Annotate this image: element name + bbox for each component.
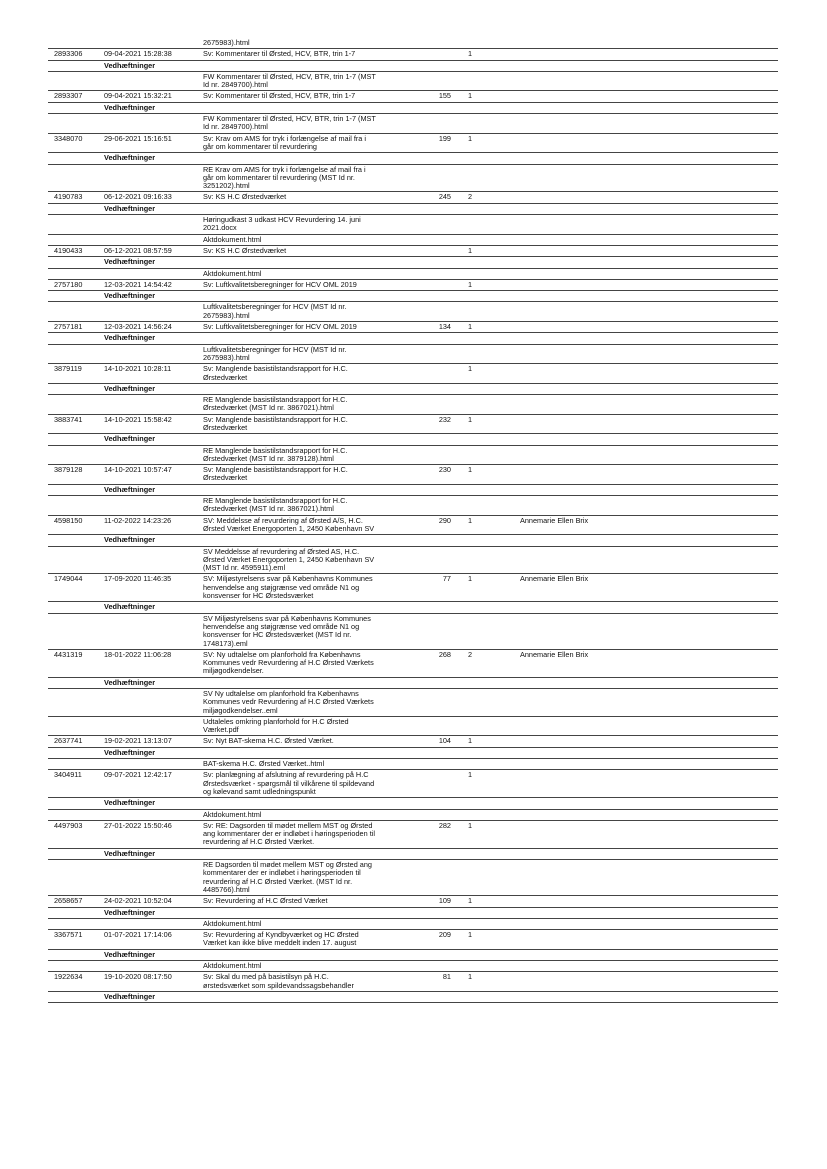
document-id: 3404911: [54, 770, 82, 780]
document-subject-line: ang kommentarer der er indløbet i høringsperioden til: [203, 829, 375, 839]
attachments-label: Vedhæftninger: [104, 798, 156, 808]
document-subject-line: Sv: Manglende basistilstandsrapport for H.C.: [203, 465, 348, 475]
attachments-label: Vedhæftninger: [104, 484, 156, 494]
document-number: 245: [438, 192, 451, 202]
document-id: 2658657: [54, 896, 83, 906]
document-subject: [203, 92, 435, 100]
document-date: 29-06-2021 15:16:51: [104, 133, 172, 143]
document-subject-line: Sv: Luftkvalitetsberegninger for HCV OML 2019: [203, 322, 357, 332]
attachments-label: Vedhæftninger: [104, 677, 156, 687]
attachment-filename-line: Ørstedværket (MST Id nr. 3867021).html: [203, 504, 334, 514]
document-subject: [203, 466, 435, 483]
attachment-count: 1: [468, 515, 473, 525]
attachment-filename-line: Aktdokument.html: [203, 809, 262, 819]
attachment-row: [48, 395, 778, 415]
document-subject-line: Sv: Luftkvalitetsberegninger for HCV OML 2019: [203, 279, 357, 289]
document-number: 230: [438, 465, 451, 475]
document-subject: [203, 822, 435, 847]
attachments-label-row: [48, 485, 778, 496]
attachment-row: [48, 547, 778, 575]
document-person: Annemarie Ellen Brix: [520, 574, 589, 584]
attachment-row: [48, 717, 778, 737]
table-row: [48, 516, 778, 536]
document-id: 3367571: [54, 930, 83, 940]
document-date: 09-07-2021 12:42:17: [104, 770, 172, 780]
attachment-row: [48, 759, 778, 770]
attachments-label-row: [48, 908, 778, 919]
document-subject-line: Kommunes vedr Revurdering af H.C Ørsted Værkets: [203, 658, 374, 668]
document-subject-line: Sv: Manglende basistilstandsrapport for H.C.: [203, 414, 348, 424]
document-subject-line: Sv: Krav om AMS for tryk i forlængelse af mail fra i: [203, 133, 367, 143]
attachment-row: [48, 215, 778, 235]
document-subject-line: Sv: Revurdering af Kyndbyværket og HC Ørsted: [203, 930, 359, 940]
attachment-filename-line: Værket.pdf: [203, 725, 239, 735]
attachments-label: Vedhæftninger: [104, 602, 156, 612]
table-row: [48, 364, 778, 384]
attachment-filename: [203, 346, 435, 363]
table-row: [48, 465, 778, 485]
attachment-count: 1: [468, 896, 473, 906]
document-subject-line: Sv: planlægning af afslutning af revurdering på H.C: [203, 770, 369, 780]
attachment-filename: [203, 447, 435, 464]
document-number: 77: [442, 574, 451, 584]
document-number: 104: [438, 736, 451, 746]
attachment-filename-line: kommentarer der er indløbet i høringsperioden til: [203, 868, 361, 878]
attachment-filename-line: Aktdokument.html: [203, 961, 262, 971]
attachment-filename-line: (MST Id nr. 4595911).eml: [203, 563, 286, 573]
attachment-filename-line: FW Kommentarer til Ørsted, HCV, BTR, trin 1-7 (MST: [203, 71, 376, 81]
document-subject: [203, 931, 435, 948]
document-number: 268: [438, 649, 451, 659]
attachment-filename: [203, 166, 435, 191]
attachment-filename-line: RE Manglende basistilstandsrapport for H.C.: [203, 395, 348, 405]
attachments-label-row: [48, 291, 778, 302]
document-id: 4598150: [54, 515, 83, 525]
attachment-filename: [203, 39, 435, 47]
document-subject-line: Sv: Kommentarer til Ørsted, HCV, BTR, trin 1-7: [203, 49, 356, 59]
attachment-filename-line: Id nr. 2849700).html: [203, 80, 268, 90]
table-row: [48, 736, 778, 747]
attachments-label-row: [48, 798, 778, 809]
attachment-count: 1: [468, 322, 473, 332]
attachment-row: [48, 72, 778, 92]
document-number: 134: [438, 322, 451, 332]
document-number: 209: [438, 930, 451, 940]
document-date: 19-10-2020 08:17:50: [104, 972, 172, 982]
document-subject-line: Ørstedværket: [203, 422, 248, 432]
document-person: Annemarie Ellen Brix: [520, 649, 589, 659]
document-id: 4190433: [54, 245, 83, 255]
document-subject-line: Sv: Revurdering af H.C Ørsted Værket: [203, 896, 328, 906]
attachment-filename-line: konsvenser for HC Ørstedsværket (MST Id nr.: [203, 630, 352, 640]
document-subject-line: går om kommentarer til revurdering: [203, 141, 317, 151]
document-subject: [203, 973, 435, 990]
document-subject-line: Sv: KS H.C Ørstedværket: [203, 245, 287, 255]
attachment-row: [48, 689, 778, 717]
attachment-filename-line: Ørstedværket (MST Id nr. 3867021).html: [203, 403, 334, 413]
table-row: [48, 134, 778, 154]
attachment-filename: [203, 303, 435, 320]
document-subject: [203, 365, 435, 382]
attachments-label: Vedhæftninger: [104, 383, 156, 393]
attachment-filename-line: Ørsted Værket Energoporten 1, 2450 København SV: [203, 554, 375, 564]
document-id: 4497903: [54, 820, 83, 830]
table-row: [48, 280, 778, 291]
attachment-count: 1: [468, 972, 473, 982]
document-date: 19-02-2021 13:13:07: [104, 736, 172, 746]
document-subject: [203, 575, 435, 600]
attachment-row: [48, 810, 778, 821]
attachment-filename-line: 1748173).eml: [203, 638, 248, 648]
document-id: 3883741: [54, 414, 83, 424]
document-subject: [203, 897, 435, 905]
attachment-count: 1: [468, 574, 473, 584]
document-table: [48, 38, 778, 1003]
attachments-label-row: [48, 748, 778, 759]
attachment-count: 1: [468, 414, 473, 424]
document-date: 24-02-2021 10:52:04: [104, 896, 172, 906]
attachment-filename: [203, 236, 435, 244]
table-row: [48, 930, 778, 950]
attachments-label-row: [48, 602, 778, 613]
document-date: 18-01-2022 11:06:28: [104, 649, 172, 659]
document-subject-line: og kølevand samt udledningspunkt: [203, 786, 316, 796]
document-subject-line: Sv: Manglende basistilstandsrapport for H.C.: [203, 364, 348, 374]
attachment-filename-line: RE Dagsorden til mødet mellem MST og Ørsted ang: [203, 860, 372, 870]
attachments-label: Vedhæftninger: [104, 102, 156, 112]
document-date: 14-10-2021 10:57:47: [104, 465, 172, 475]
attachment-filename-line: RE Krav om AMS for tryk i forlængelse af mail fra i: [203, 164, 366, 174]
document-subject-line: Ørstedsværket - spørgsmål til vilkårene til spildevand: [203, 778, 375, 788]
attachment-count: 1: [468, 465, 473, 475]
attachment-filename-line: går om kommentarer til revurdering (MST Id nr.: [203, 172, 355, 182]
document-date: 12-03-2021 14:56:24: [104, 322, 172, 332]
attachment-row: [48, 614, 778, 650]
document-date: 06-12-2021 09:16:33: [104, 192, 172, 202]
attachment-row: [48, 919, 778, 930]
document-date: 11-02-2022 14:23:26: [104, 515, 172, 525]
attachment-filename-line: Ørstedværket (MST Id nr. 3879128).html: [203, 453, 334, 463]
table-row: [48, 972, 778, 992]
attachment-filename-line: Id nr. 2849700).html: [203, 122, 268, 132]
attachments-label: Vedhæftninger: [104, 434, 156, 444]
document-id: 3348070: [54, 133, 83, 143]
attachment-row: [48, 269, 778, 280]
document-subject: [203, 135, 435, 152]
attachments-label-row: [48, 535, 778, 546]
table-row: [48, 322, 778, 333]
attachment-row: [48, 961, 778, 972]
attachment-filename-line: Høringudkast 3 udkast HCV Revurdering 14. juni: [203, 215, 361, 225]
document-subject-line: SV: Meddelsse af revurdering af Ørsted A/S, H.C.: [203, 515, 363, 525]
attachment-count: 1: [468, 820, 473, 830]
document-number: 290: [438, 515, 451, 525]
attachment-count: 1: [468, 133, 473, 143]
attachment-filename: [203, 690, 435, 715]
attachment-count: 1: [468, 364, 473, 374]
document-date: 06-12-2021 08:57:59: [104, 245, 172, 255]
document-subject: [203, 416, 435, 433]
document-subject-line: Ørstedværket: [203, 473, 248, 483]
attachments-label: Vedhæftninger: [104, 535, 156, 545]
document-subject-line: Sv: KS H.C Ørstedværket: [203, 192, 287, 202]
attachment-filename-line: Kommunes vedr Revurdering af H.C Ørsted Værkets: [203, 697, 374, 707]
attachment-filename: [203, 216, 435, 233]
document-date: 14-10-2021 10:28:11: [104, 364, 172, 374]
attachments-label-row: [48, 333, 778, 344]
attachment-count: 1: [468, 49, 473, 59]
document-subject-line: Ørstedværket: [203, 372, 248, 382]
attachment-filename-line: SV Meddelsse af revurdering af Ørsted AS, H.C.: [203, 546, 360, 556]
document-subject-line: ørstedsværket som spildevandssagsbehandler: [203, 980, 354, 990]
attachments-label: Vedhæftninger: [104, 848, 156, 858]
document-number: 81: [442, 972, 451, 982]
attachment-filename: [203, 861, 435, 894]
document-number: 109: [438, 896, 451, 906]
attachments-label-row: [48, 103, 778, 114]
attachment-filename-line: RE Manglende basistilstandsrapport for H.C.: [203, 445, 348, 455]
attachments-label: Vedhæftninger: [104, 60, 156, 70]
table-row: [48, 91, 778, 102]
document-subject: [203, 323, 435, 331]
attachment-filename-line: FW Kommentarer til Ørsted, HCV, BTR, trin 1-7 (MST: [203, 114, 376, 124]
document-subject-line: revurdering af H.C Ørsted Værket.: [203, 837, 315, 847]
attachment-count: 2: [468, 649, 473, 659]
attachment-filename: [203, 920, 435, 928]
document-id: 2893306: [54, 49, 83, 59]
attachment-filename-line: RE Manglende basistilstandsrapport for H.C.: [203, 496, 348, 506]
attachment-count: 1: [468, 930, 473, 940]
table-row: [48, 650, 778, 678]
document-number: 199: [438, 133, 451, 143]
table-row: [48, 49, 778, 60]
attachment-filename: [203, 73, 435, 90]
document-date: 09-04-2021 15:28:38: [104, 49, 172, 59]
document-subject: [203, 651, 435, 676]
attachments-label: Vedhæftninger: [104, 333, 156, 343]
attachment-row: [48, 860, 778, 896]
document-id: 2757181: [54, 322, 83, 332]
attachments-label-row: [48, 204, 778, 215]
attachments-label-row: [48, 950, 778, 961]
document-subject-line: Sv: Skal du med på basistilsyn på H.C.: [203, 972, 329, 982]
document-subject: [203, 247, 435, 255]
attachments-label-row: [48, 153, 778, 164]
document-subject-line: Sv: Nyt BAT-skema H.C. Ørsted Værket.: [203, 736, 334, 746]
attachment-filename-line: Luftkvalitetsberegninger for HCV (MST Id nr.: [203, 344, 347, 354]
attachment-filename: [203, 718, 435, 735]
attachments-label-row: [48, 434, 778, 445]
attachments-label: Vedhæftninger: [104, 257, 156, 267]
attachment-filename: [203, 811, 435, 819]
table-row: [48, 192, 778, 203]
document-id: 2893307: [54, 91, 83, 101]
document-number: 155: [438, 91, 451, 101]
document-subject: [203, 737, 435, 745]
table-row: [48, 770, 778, 798]
document-number: 282: [438, 820, 451, 830]
attachment-row: [48, 235, 778, 246]
document-subject-line: Sv: RE: Dagsorden til mødet mellem MST og Ørsted: [203, 820, 373, 830]
attachment-filename-line: henvendelse ang støjgrænse ved område N1 og: [203, 621, 360, 631]
attachment-count: 1: [468, 770, 473, 780]
attachment-filename: [203, 396, 435, 413]
document-id: 3879128: [54, 465, 83, 475]
document-subject: [203, 771, 435, 796]
attachment-filename-line: 2675983).html: [203, 310, 250, 320]
attachments-label-row: [48, 678, 778, 689]
attachment-filename-line: 2675983).html: [203, 352, 250, 362]
attachment-filename: [203, 962, 435, 970]
attachment-row: [48, 114, 778, 134]
attachment-count: 1: [468, 279, 473, 289]
attachment-filename-line: Udtaleles omkring planforhold for H.C Ørsted: [203, 716, 349, 726]
document-date: 27-01-2022 15:50:46: [104, 820, 172, 830]
attachments-label-row: [48, 384, 778, 395]
attachment-count: 2: [468, 192, 473, 202]
attachments-label: Vedhæftninger: [104, 153, 156, 163]
document-subject-line: Ørsted Værket Energoporten 1, 2450 København SV: [203, 523, 375, 533]
attachment-filename-line: 4485766).html: [203, 884, 250, 894]
attachment-filename-line: SV Ny udtalelse om planforhold fra Københavns: [203, 689, 359, 698]
document-date: 17-09-2020 11:46:35: [104, 574, 172, 584]
attachment-filename-line: SV Miljøstyrelsens svar på Københavns Kommunes: [203, 613, 371, 623]
attachments-label-row: [48, 257, 778, 268]
attachment-count: 1: [468, 736, 473, 746]
attachment-filename: [203, 115, 435, 132]
attachments-label-row: [48, 992, 778, 1003]
attachments-label: Vedhæftninger: [104, 949, 156, 959]
table-row: [48, 574, 778, 602]
attachments-label: Vedhæftninger: [104, 907, 156, 917]
attachment-row: [48, 165, 778, 193]
document-date: 14-10-2021 15:58:42: [104, 414, 172, 424]
attachments-label: Vedhæftninger: [104, 291, 156, 301]
document-id: 1922634: [54, 972, 83, 982]
document-subject: [203, 50, 435, 58]
attachment-filename: [203, 497, 435, 514]
document-subject-line: miljøgodkendelser.: [203, 666, 264, 676]
document-id: 1749044: [54, 574, 83, 584]
document-subject-line: konsvenser for HC Ørstedsværket: [203, 591, 314, 601]
table-row: [48, 415, 778, 435]
attachment-row: [48, 446, 778, 466]
document-subject: [203, 517, 435, 534]
table-row: [48, 246, 778, 257]
table-row: [48, 821, 778, 849]
document-number: 232: [438, 414, 451, 424]
attachment-filename-line: 2675983).html: [203, 38, 250, 47]
document-subject: [203, 193, 435, 201]
attachments-label-row: [48, 849, 778, 860]
document-subject: [203, 281, 435, 289]
document-subject-line: Sv: Kommentarer til Ørsted, HCV, BTR, trin 1-7: [203, 91, 356, 101]
attachment-count: 1: [468, 91, 473, 101]
document-id: 2637741: [54, 736, 83, 746]
attachment-row: [48, 345, 778, 365]
attachment-filename-line: miljøgodkendelser..eml: [203, 705, 278, 715]
attachment-filename-line: Luftkvalitetsberegninger for HCV (MST Id nr.: [203, 302, 347, 312]
attachments-label-row: [48, 61, 778, 72]
attachment-row: [48, 302, 778, 322]
attachment-filename: [203, 615, 435, 648]
attachment-filename-line: revurdering af H.C Ørsted Værket. (MST Id nr.: [203, 876, 353, 886]
attachment-count: 1: [468, 245, 473, 255]
attachments-label: Vedhæftninger: [104, 991, 156, 1001]
document-date: 09-04-2021 15:32:21: [104, 91, 172, 101]
attachment-filename: [203, 760, 435, 768]
document-subject-line: henvendelse ang støjgrænse ved område N1 og: [203, 582, 360, 592]
attachment-filename-line: Aktdokument.html: [203, 918, 262, 928]
attachment-filename-line: Aktdokument.html: [203, 234, 262, 244]
attachments-label: Vedhæftninger: [104, 203, 156, 213]
document-id: 4190783: [54, 192, 83, 202]
attachment-row: [48, 38, 778, 49]
document-subject-line: Værket kan ikke blive meddelt inden 17. august: [203, 938, 357, 948]
document-person: Annemarie Ellen Brix: [520, 515, 589, 525]
document-subject-line: SV: Ny udtalelse om planforhold fra Københavns: [203, 649, 361, 659]
document-date: 01-07-2021 17:14:06: [104, 930, 172, 940]
document-date: 12-03-2021 14:54:42: [104, 279, 172, 289]
table-row: [48, 896, 778, 907]
attachment-filename-line: Aktdokument.html: [203, 268, 262, 278]
document-subject-line: SV: Miljøstyrelsens svar på Københavns Kommunes: [203, 574, 373, 584]
document-id: 2757180: [54, 279, 83, 289]
attachment-filename-line: 2021.docx: [203, 223, 237, 233]
attachment-filename: [203, 548, 435, 573]
attachment-filename-line: BAT-skema H.C. Ørsted Værket..html: [203, 759, 325, 769]
document-id: 4431319: [54, 649, 83, 659]
attachment-filename-line: 3251202).html: [203, 181, 250, 191]
attachment-row: [48, 496, 778, 516]
document-id: 3879119: [54, 364, 82, 374]
attachments-label: Vedhæftninger: [104, 747, 156, 757]
attachment-filename: [203, 270, 435, 278]
